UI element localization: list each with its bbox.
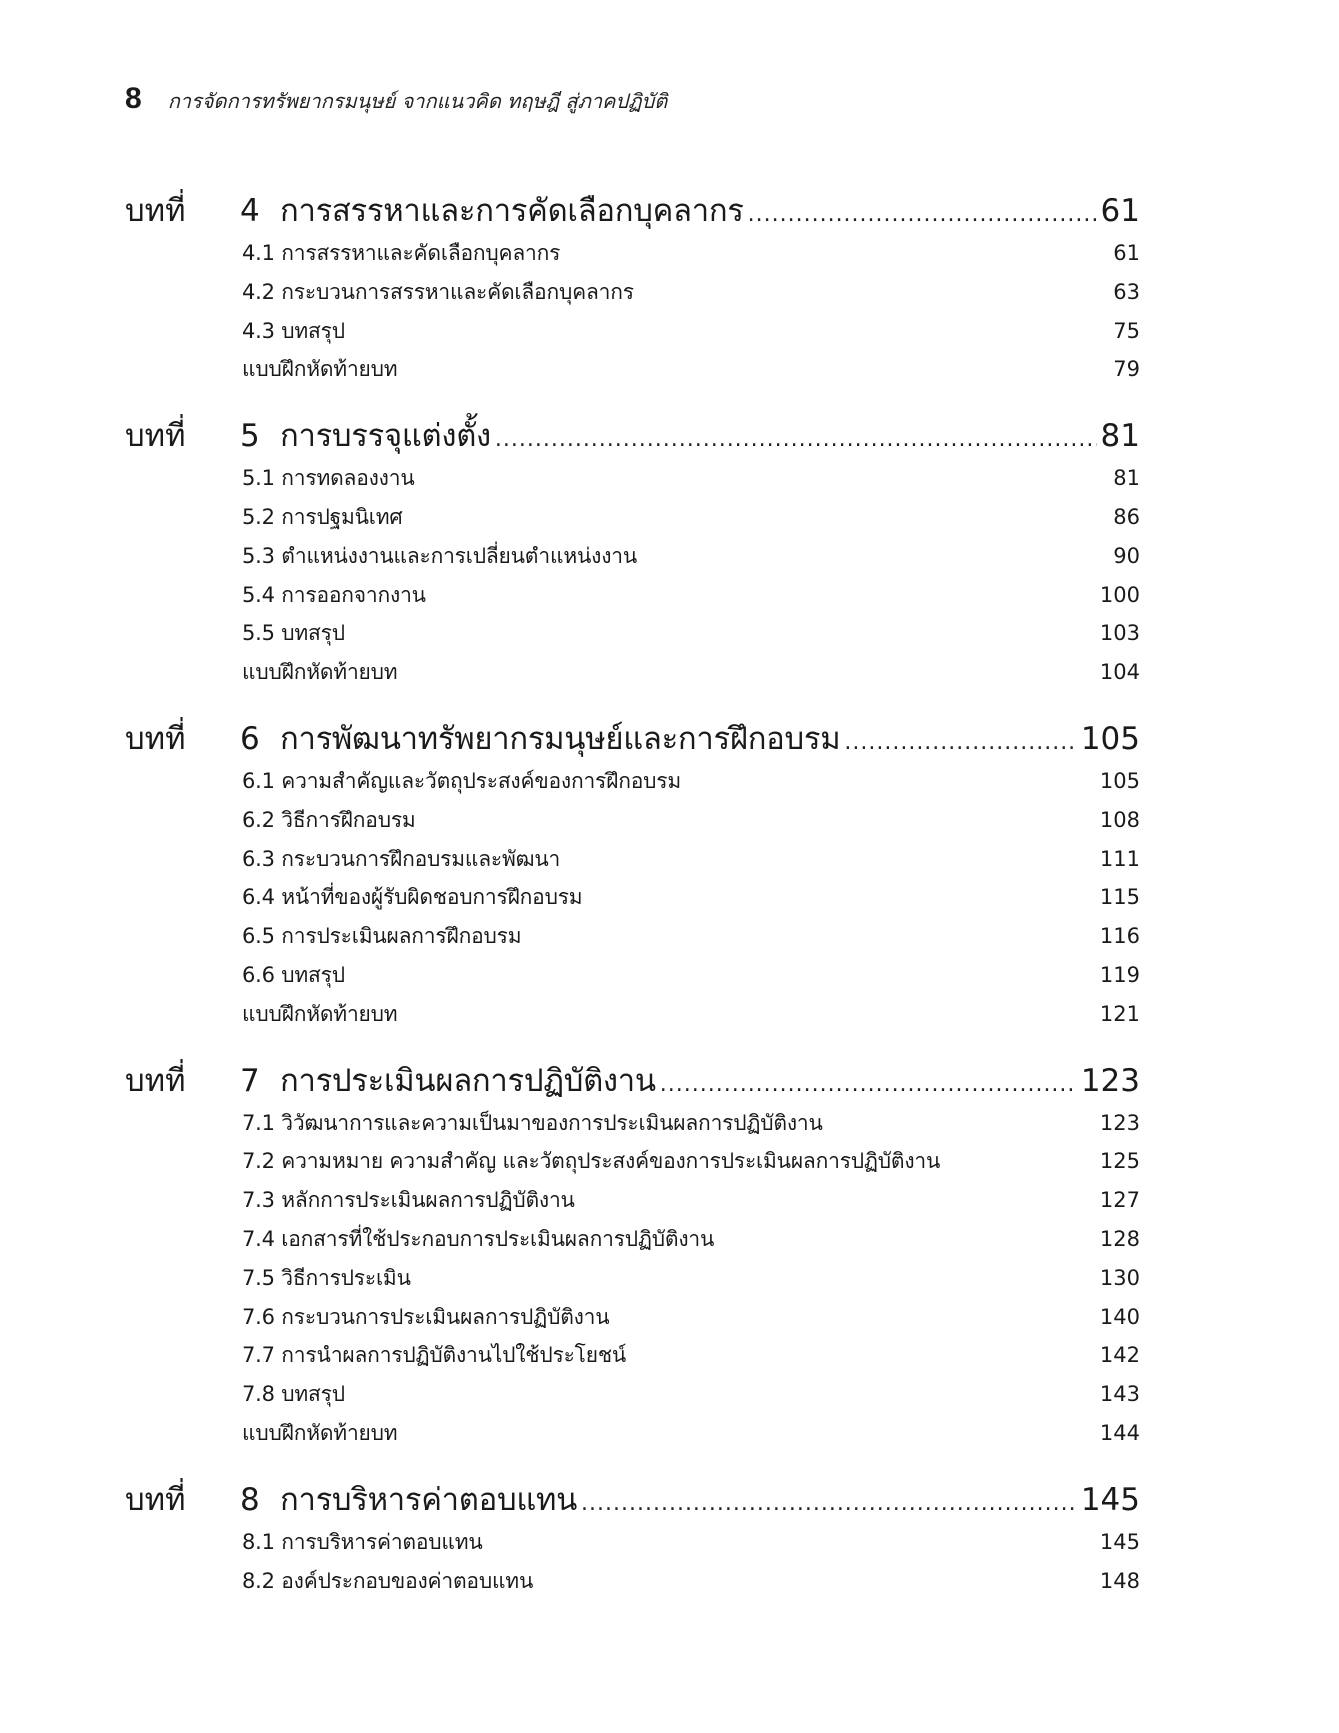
section-page-number: 119 [1099, 962, 1140, 987]
section-title: 5.1 การทดลองงาน [242, 466, 415, 491]
section-title: 6.4 หน้าที่ของผู้รับผิดชอบการฝึกอบรม [242, 885, 583, 910]
toc-section-row[interactable] [125, 1107, 1140, 1146]
section-page-number: 121 [1099, 1001, 1140, 1026]
toc-chapter-7 [125, 1055, 1140, 1456]
section-page-number: 145 [1099, 1529, 1140, 1554]
chapter-label: บทที่ [125, 1481, 186, 1518]
toc-section-row[interactable] [125, 462, 1140, 501]
section-title: 8.2 องค์ประกอบของค่าตอบแทน [242, 1568, 534, 1593]
chapter-heading[interactable] [125, 1474, 1140, 1526]
chapter-heading[interactable] [125, 185, 1140, 237]
toc-section-row[interactable] [125, 579, 1140, 618]
chapter-number: 8 [240, 1481, 260, 1518]
table-of-contents [125, 185, 1140, 1621]
toc-section-row[interactable] [125, 1145, 1140, 1184]
section-page-number: 100 [1099, 582, 1140, 607]
section-title: 5.2 การปฐมนิเทศ [242, 504, 403, 529]
section-page-number: 79 [1113, 357, 1140, 382]
dot-leader [748, 202, 1097, 227]
toc-section-row[interactable] [125, 959, 1140, 998]
section-page-number: 111 [1099, 846, 1140, 871]
toc-section-row[interactable] [125, 276, 1140, 315]
toc-section-row[interactable] [125, 804, 1140, 843]
section-title: 5.4 การออกจากงาน [242, 582, 426, 607]
toc-section-row[interactable] [125, 1526, 1140, 1565]
page-header [125, 82, 667, 117]
section-title: 6.5 การประเมินผลการฝึกอบรม [242, 924, 522, 949]
section-title: แบบฝึกหัดท้ายบท [242, 660, 398, 685]
section-page-number: 123 [1099, 1110, 1140, 1135]
section-title: 7.1 วิวัฒนาการและความเป็นมาของการประเมินผลการปฏิบัติงาน [242, 1110, 823, 1135]
toc-section-row[interactable] [125, 1223, 1140, 1262]
section-title: 5.5 บทสรุป [242, 621, 345, 646]
toc-section-row[interactable] [125, 353, 1140, 392]
toc-section-row[interactable] [125, 1301, 1140, 1340]
chapter-page-number: 123 [1080, 1062, 1140, 1099]
dot-leader [581, 1491, 1077, 1516]
section-title: แบบฝึกหัดท้ายบท [242, 357, 398, 382]
chapter-label: บทที่ [125, 418, 186, 455]
toc-chapter-6 [125, 713, 1140, 1037]
chapter-heading[interactable] [125, 1055, 1140, 1107]
chapter-page-number: 145 [1080, 1481, 1140, 1518]
dot-leader [844, 730, 1076, 755]
toc-section-row[interactable] [125, 656, 1140, 695]
section-title: 7.2 ความหมาย ความสำคัญ และวัตถุประสงค์ของการประเมินผลการปฏิบัติงาน [242, 1149, 941, 1174]
section-title: 6.6 บทสรุป [242, 962, 345, 987]
section-page-number: 103 [1099, 621, 1140, 646]
section-page-number: 140 [1099, 1304, 1140, 1329]
section-title: 7.3 หลักการประเมินผลการปฏิบัติงาน [242, 1188, 575, 1213]
chapter-page-number: 81 [1100, 418, 1140, 455]
toc-section-row[interactable] [125, 1339, 1140, 1378]
section-title: 8.1 การบริหารค่าตอบแทน [242, 1529, 483, 1554]
section-title: 4.2 กระบวนการสรรหาและคัดเลือกบุคลากร [242, 279, 634, 304]
toc-chapter-8 [125, 1474, 1140, 1604]
chapter-heading[interactable] [125, 410, 1140, 462]
section-title: 4.1 การสรรหาและคัดเลือกบุคลากร [242, 241, 561, 265]
toc-section-row[interactable] [125, 1262, 1140, 1301]
section-page-number: 75 [1113, 318, 1140, 343]
section-page-number: 142 [1099, 1343, 1140, 1368]
toc-chapter-5 [125, 410, 1140, 695]
section-page-number: 125 [1099, 1149, 1140, 1174]
section-page-number: 116 [1099, 924, 1140, 949]
section-title: 6.3 กระบวนการฝึกอบรมและพัฒนา [242, 846, 561, 871]
toc-section-row[interactable] [125, 1378, 1140, 1417]
section-page-number: 63 [1113, 279, 1140, 304]
page-number: 8 [125, 82, 142, 115]
section-title: แบบฝึกหัดท้ายบท [242, 1001, 398, 1026]
chapter-label: บทที่ [125, 720, 186, 757]
section-page-number: 90 [1113, 543, 1140, 568]
section-title: 7.7 การนำผลการปฏิบัติงานไปใช้ประโยชน์ [242, 1343, 627, 1368]
chapter-label: บทที่ [125, 1062, 186, 1099]
section-page-number: 104 [1099, 660, 1140, 685]
section-page-number: 130 [1099, 1265, 1140, 1290]
section-page-number: 148 [1099, 1568, 1140, 1593]
section-page-number: 143 [1099, 1382, 1140, 1407]
section-title: 6.1 ความสำคัญและวัตถุประสงค์ของการฝึกอบรม [242, 768, 682, 793]
toc-section-row[interactable] [125, 617, 1140, 656]
section-title: แบบฝึกหัดท้ายบท [242, 1420, 398, 1445]
section-title: 5.3 ตำแหน่งงานและการเปลี่ยนตำแหน่งงาน [242, 543, 638, 568]
section-title: 7.8 บทสรุป [242, 1382, 345, 1407]
section-title: 7.4 เอกสารที่ใช้ประกอบการประเมินผลการปฏิบัติงาน [242, 1226, 715, 1251]
chapter-page-number: 61 [1100, 193, 1140, 229]
section-page-number: 108 [1099, 807, 1140, 832]
toc-section-row[interactable] [125, 998, 1140, 1037]
chapter-number: 7 [240, 1062, 260, 1099]
toc-section-row[interactable] [125, 765, 1140, 804]
chapter-title: การบริหารค่าตอบแทน [280, 1481, 578, 1518]
section-page-number: 86 [1113, 504, 1140, 529]
section-page-number: 105 [1099, 768, 1140, 793]
toc-section-row[interactable] [125, 843, 1140, 882]
chapter-title: การพัฒนาทรัพยากรมนุษย์และการฝึกอบรม [280, 720, 841, 757]
chapter-page-number: 105 [1080, 720, 1140, 757]
chapter-title: การบรรจุแต่งตั้ง [280, 418, 491, 455]
chapter-number: 5 [240, 418, 260, 455]
toc-section-row[interactable] [125, 315, 1140, 354]
chapter-title: การประเมินผลการปฏิบัติงาน [280, 1062, 656, 1099]
section-page-number: 81 [1113, 466, 1140, 491]
chapter-title: การสรรหาและการคัดเลือกบุคลากร [280, 193, 744, 229]
toc-section-row[interactable] [125, 540, 1140, 579]
section-title: 4.3 บทสรุป [242, 318, 345, 343]
toc-section-row[interactable] [125, 920, 1140, 959]
dot-leader [660, 1072, 1077, 1097]
dot-leader [495, 427, 1097, 452]
toc-section-row[interactable] [125, 1184, 1140, 1223]
section-title: 7.5 วิธีการประเมิน [242, 1265, 411, 1290]
section-page-number: 61 [1113, 241, 1140, 265]
book-title: การจัดการทรัพยากรมนุษย์ จากแนวคิด ทฤษฎี สู่ภาคปฏิบัติ [167, 89, 668, 113]
section-page-number: 127 [1099, 1188, 1140, 1213]
chapter-heading[interactable] [125, 713, 1140, 765]
section-title: 7.6 กระบวนการประเมินผลการปฏิบัติงาน [242, 1304, 610, 1329]
chapter-number: 4 [240, 193, 260, 229]
section-title: 6.2 วิธีการฝึกอบรม [242, 807, 416, 832]
section-page-number: 128 [1099, 1226, 1140, 1251]
chapter-number: 6 [240, 720, 260, 757]
toc-section-row[interactable] [125, 1417, 1140, 1456]
toc-section-row[interactable] [125, 881, 1140, 920]
toc-section-row[interactable] [125, 1565, 1140, 1604]
chapter-label: บทที่ [125, 193, 186, 229]
section-page-number: 144 [1099, 1420, 1140, 1445]
toc-section-row[interactable] [125, 501, 1140, 540]
section-page-number: 115 [1099, 885, 1140, 910]
toc-chapter-4 [125, 185, 1140, 392]
toc-section-row[interactable] [125, 237, 1140, 276]
